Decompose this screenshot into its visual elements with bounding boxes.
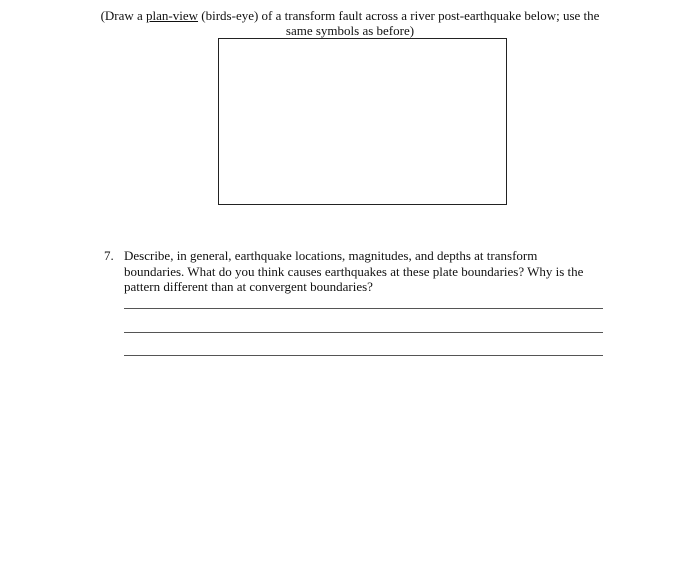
question-line-1: Describe, in general, earthquake locations, magnitudes, and depths at transform: [124, 248, 538, 263]
plan-view-term: plan-view: [146, 8, 199, 23]
answer-line-3[interactable]: [124, 355, 603, 356]
instruction-line-2: same symbols as before): [285, 23, 415, 38]
drawing-instruction: [70, 8, 630, 38]
instruction-line-1: [70, 8, 630, 23]
question-line-2: boundaries. What do you think causes earthquakes at these plate boundaries? Why is the: [124, 263, 584, 279]
instruction-prefix: (Draw a: [100, 8, 147, 23]
question-line-3: pattern different than at convergent boundaries?: [124, 279, 373, 294]
answer-line-1[interactable]: [124, 308, 603, 309]
drawing-area-box[interactable]: [218, 38, 507, 205]
question-number: 7.: [104, 248, 114, 263]
question-text: [124, 248, 624, 295]
instruction-suffix: (birds-eye) of a transform fault across a river post-earthquake below; use the: [198, 8, 600, 23]
answer-line-2[interactable]: [124, 332, 603, 333]
